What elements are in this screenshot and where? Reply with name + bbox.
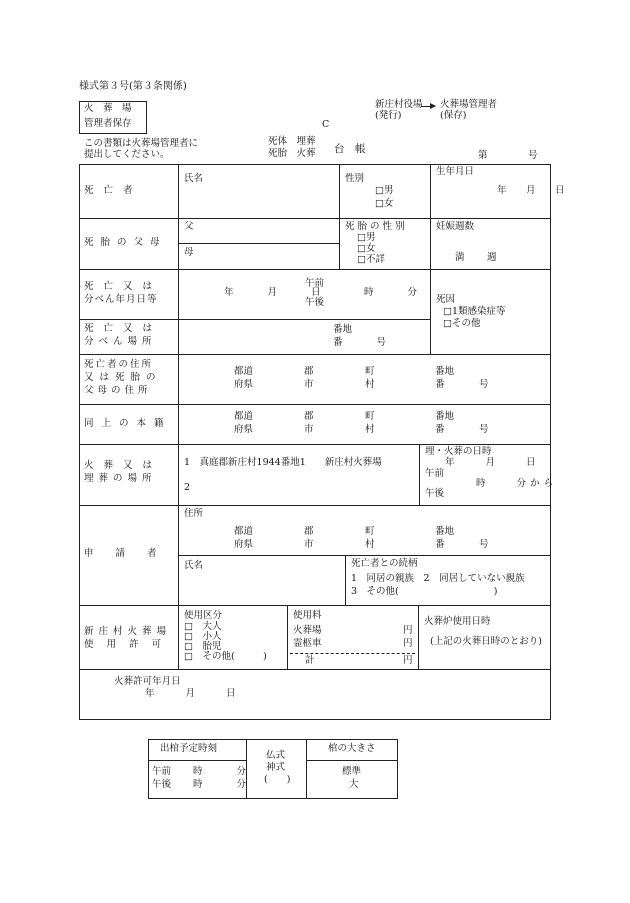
fetus-sex-male-checkbox[interactable]: □男 bbox=[357, 232, 376, 243]
usage-cat-fetus-checkbox[interactable]: □ 胎児 bbox=[184, 641, 222, 652]
address-label-1: 死亡者の住所 bbox=[84, 359, 154, 370]
flow-to: 火葬場管理者 bbox=[440, 99, 498, 110]
honseki-cho: 町 bbox=[365, 411, 375, 422]
death-date-ymd[interactable]: 年 月 日 bbox=[224, 287, 326, 298]
death-time-pm[interactable]: 午後 bbox=[305, 297, 325, 308]
address-pref-top: 都道 bbox=[234, 366, 254, 377]
father-label: 父 bbox=[184, 221, 194, 232]
applicant-pref-top: 都道 bbox=[234, 526, 254, 537]
usage-fee-hearse: 霊柩車 bbox=[293, 638, 322, 649]
coffin-size-label: 棺の大きさ bbox=[328, 743, 376, 754]
flow-to-sub: (保存) bbox=[440, 110, 467, 121]
honseki-mura: 村 bbox=[365, 424, 375, 435]
usage-label-2: 使用許可 bbox=[84, 639, 175, 650]
departure-pm[interactable]: 午後 bbox=[152, 779, 172, 790]
death-place-label-1: 死亡又は bbox=[84, 323, 163, 334]
usage-fee-total-yen: 円 bbox=[403, 655, 413, 666]
applicant-gun: 郡 bbox=[304, 526, 314, 537]
departure-am[interactable]: 午前 bbox=[152, 766, 172, 777]
fetus-sex-label: 死 胎 の 性 別 bbox=[345, 221, 405, 232]
death-place-banchi: 番地 bbox=[333, 324, 353, 335]
instruction-line-2: 提出してください。 bbox=[84, 149, 170, 160]
cremation-place-line-1[interactable]: 1 真庭郡新庄村1944番地1 新庄村火葬場 bbox=[184, 457, 382, 468]
honseki-pref-bot: 府県 bbox=[234, 424, 254, 435]
applicant-address-label: 住所 bbox=[184, 508, 204, 519]
stamp-line-1: 火 葬 場 bbox=[84, 103, 132, 114]
cremation-place-label-2: 埋葬の場所 bbox=[84, 473, 157, 484]
honseki-pref-top: 都道 bbox=[234, 411, 254, 422]
pregnancy-weeks-full: 満 bbox=[455, 252, 465, 263]
rite-other[interactable]: ( ) bbox=[264, 774, 291, 785]
cremation-time-am[interactable]: 午前 bbox=[425, 468, 445, 479]
birth-date-value[interactable]: 年 月 日 bbox=[497, 185, 570, 196]
relation-label: 死亡者との続柄 bbox=[351, 558, 418, 569]
cremation-time-hm[interactable]: 時 分から bbox=[476, 478, 558, 489]
departure-am-hm[interactable]: 時 分 bbox=[193, 766, 252, 777]
cremation-time-pm[interactable]: 午後 bbox=[425, 488, 445, 499]
coffin-size-large[interactable]: 大 bbox=[349, 779, 359, 790]
usage-cat-adult-checkbox[interactable]: □ 大人 bbox=[184, 621, 222, 632]
deceased-sex-label: 性別 bbox=[345, 173, 365, 184]
cremation-place-label-1: 火葬又は bbox=[84, 460, 163, 471]
deceased-name-label: 氏名 bbox=[184, 173, 204, 184]
address-ban: 番 bbox=[435, 379, 445, 390]
rite-buddhist[interactable]: 仏式 bbox=[266, 750, 286, 761]
flow-from: 新庄村役場 bbox=[375, 99, 423, 110]
furnace-label: 火葬炉使用日時 bbox=[424, 616, 491, 627]
honseki-gun: 郡 bbox=[304, 411, 314, 422]
cremation-date-ymd[interactable]: 年 月 日 bbox=[445, 457, 540, 468]
address-banchi: 番地 bbox=[435, 366, 455, 377]
address-mura: 村 bbox=[365, 379, 375, 390]
departure-pm-hm[interactable]: 時 分 bbox=[193, 779, 252, 790]
address-go: 号 bbox=[479, 379, 489, 390]
applicant-mura: 村 bbox=[365, 539, 375, 550]
usage-fee-label: 使用料 bbox=[293, 610, 322, 621]
ledger-number-label: 第 bbox=[478, 150, 488, 161]
honseki-shi: 市 bbox=[304, 424, 314, 435]
address-cho: 町 bbox=[365, 366, 375, 377]
death-place-label-2: 分べん場所 bbox=[84, 336, 157, 347]
applicant-cho: 町 bbox=[365, 526, 375, 537]
instruction-line-1: この書類は火葬場管理者に bbox=[84, 138, 199, 149]
permit-date-ymd[interactable]: 年 月 日 bbox=[145, 688, 240, 699]
relation-options-2[interactable]: 3 その他( ) bbox=[351, 586, 498, 597]
address-gun: 郡 bbox=[304, 366, 314, 377]
fetus-parents-label: 死胎の父母 bbox=[84, 237, 167, 248]
usage-fee-crematorium: 火葬場 bbox=[293, 625, 322, 636]
applicant-ban: 番 bbox=[435, 539, 445, 550]
honseki-go: 号 bbox=[479, 424, 489, 435]
flow-arrow-icon bbox=[421, 106, 435, 107]
deceased-sex-female-checkbox[interactable]: □女 bbox=[375, 198, 394, 209]
form-number: 様式第３号(第３条関係) bbox=[79, 81, 187, 92]
fetus-sex-female-checkbox[interactable]: □女 bbox=[357, 243, 376, 254]
mother-label: 母 bbox=[184, 247, 194, 258]
applicant-pref-bot: 府県 bbox=[234, 539, 254, 550]
honseki-banchi: 番地 bbox=[435, 411, 455, 422]
cause-label: 死因 bbox=[436, 294, 456, 305]
death-place-ban-go: 番 号 bbox=[333, 337, 392, 348]
cremation-place-line-2[interactable]: 2 bbox=[184, 482, 191, 493]
cremation-datetime-label: 埋・火葬の日時 bbox=[425, 446, 492, 457]
applicant-shi: 市 bbox=[304, 539, 314, 550]
death-date-label-2: 分べん年月日等 bbox=[84, 294, 158, 305]
stamp-line-2: 管理者保存 bbox=[84, 118, 132, 129]
ledger-type-line-2: 死胎 火葬 bbox=[268, 148, 316, 159]
death-date-label-1: 死亡又は bbox=[84, 281, 163, 292]
rite-shinto[interactable]: 神式 bbox=[266, 762, 286, 773]
usage-fee-hearse-yen: 円 bbox=[403, 638, 413, 649]
applicant-label: 申請者 bbox=[84, 548, 179, 559]
fetus-sex-unknown-checkbox[interactable]: □不詳 bbox=[357, 254, 385, 265]
pregnancy-weeks-unit: 週 bbox=[487, 252, 497, 263]
usage-cat-child-checkbox[interactable]: □ 小人 bbox=[184, 631, 222, 642]
applicant-go: 号 bbox=[479, 539, 489, 550]
usage-category-label: 使用区分 bbox=[184, 610, 223, 621]
permit-date-label: 火葬許可年月日 bbox=[114, 676, 181, 687]
address-pref-bot: 府県 bbox=[234, 379, 254, 390]
ledger-number-suffix: 号 bbox=[528, 150, 538, 161]
honseki-ban: 番 bbox=[435, 424, 445, 435]
usage-cat-other-checkbox[interactable]: □ その他( ) bbox=[184, 651, 267, 662]
death-time-am[interactable]: 午前 bbox=[305, 278, 325, 289]
address-label-2: 又は死胎の bbox=[84, 372, 162, 383]
death-time-hm[interactable]: 時 分 bbox=[364, 287, 423, 298]
coffin-size-standard[interactable]: 標準 bbox=[342, 766, 362, 777]
ledger-title: 台 帳 bbox=[334, 143, 366, 155]
ledger-type-line-1: 死体 埋葬 bbox=[268, 136, 316, 147]
usage-label-1: 新庄村火葬場 bbox=[84, 626, 172, 637]
cause-other-checkbox[interactable]: □その他 bbox=[443, 318, 481, 329]
deceased-sex-male-checkbox[interactable]: □男 bbox=[375, 185, 394, 196]
deceased-name-field[interactable] bbox=[200, 185, 330, 211]
applicant-banchi: 番地 bbox=[435, 526, 455, 537]
address-shi: 市 bbox=[304, 379, 314, 390]
pregnancy-weeks-label: 妊娠週数 bbox=[436, 221, 475, 232]
relation-options-1[interactable]: 1 同居の親族 2 同居していない親族 bbox=[351, 573, 525, 584]
birth-date-label: 生年月日 bbox=[436, 166, 475, 177]
address-label-3: 父母の住所 bbox=[84, 385, 152, 396]
cause-infectious-checkbox[interactable]: □1類感染症等 bbox=[443, 306, 506, 317]
flow-from-sub: (発行) bbox=[375, 110, 402, 121]
deceased-label: 死亡者 bbox=[84, 185, 143, 196]
usage-fee-total: 計 bbox=[305, 655, 315, 666]
applicant-name-label: 氏名 bbox=[184, 560, 204, 571]
departure-time-label: 出棺予定時刻 bbox=[160, 743, 218, 754]
honseki-label: 同上の本籍 bbox=[84, 418, 172, 429]
mark-c: C bbox=[322, 119, 330, 130]
usage-fee-crematorium-yen: 円 bbox=[403, 625, 413, 636]
furnace-note: (上記の火葬日時のとおり) bbox=[430, 636, 542, 647]
